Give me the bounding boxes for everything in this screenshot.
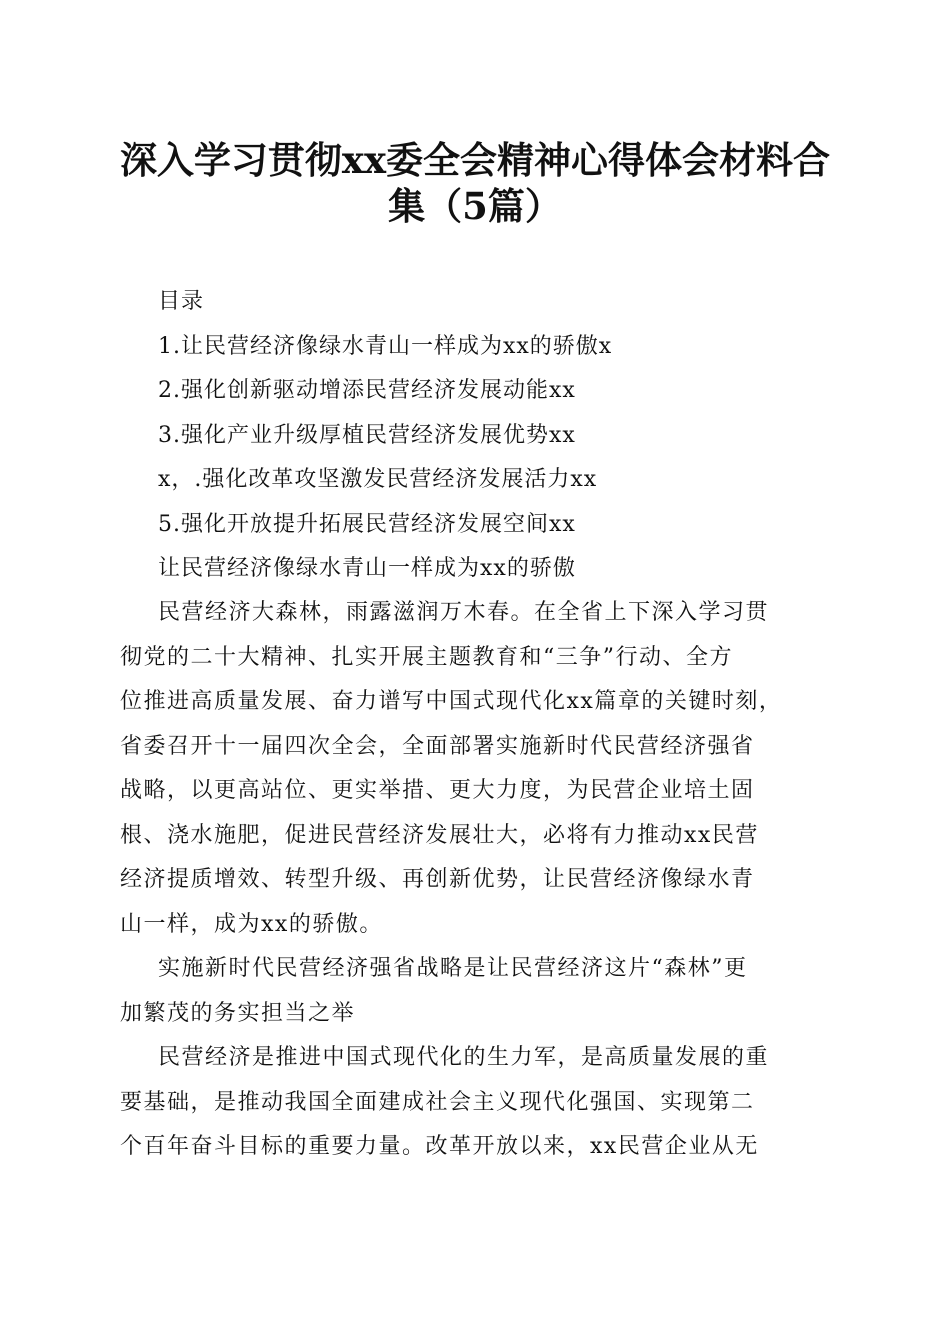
body-paragraph-1 xyxy=(120,591,830,947)
toc-item: 5.强化开放提升拓展民营经济发展空间xx xyxy=(158,511,576,537)
section-heading: 让民营经济像绿水青山一样成为xx的骄傲 xyxy=(158,556,576,581)
paragraph-line: 根、浇水施肥，促进民营经济发展壮大，必将有力推动xx民营 xyxy=(120,822,759,848)
paragraph-line: 位推进高质量发展、奋力谱写中国式现代化xx篇章的关键时刻， xyxy=(120,689,783,714)
document-title-line-1: 深入学习贯彻xx委全会精神心得体会材料合 xyxy=(119,138,831,182)
body-paragraph-3 xyxy=(120,1036,830,1170)
paragraph-line: 实施新时代民营经济强省战略是让民营经济这片“森林”更 xyxy=(158,956,748,981)
paragraph-line: 彻党的二十大精神、扎实开展主题教育和“三争”行动、全方 xyxy=(120,644,733,670)
paragraph-line: 战略，以更高站位、更实举措、更大力度，为民营企业培土固 xyxy=(120,778,755,803)
paragraph-line: 民营经济是推进中国式现代化的生力军，是高质量发展的重 xyxy=(158,1045,770,1070)
paragraph-line: 加繁茂的务实担当之举 xyxy=(120,1000,356,1026)
paragraph-line: 要基础，是推动我国全面建成社会主义现代化强国、实现第二 xyxy=(120,1089,755,1115)
paragraph-line: 民营经济大森林，雨露滋润万木春。在全省上下深入学习贯 xyxy=(158,600,770,625)
document-title-line-2: 集（5篇） xyxy=(388,184,562,228)
paragraph-line: 个百年奋斗目标的重要力量。改革开放以来，xx民营企业从无 xyxy=(120,1134,759,1159)
toc-item: 1.让民营经济像绿水青山一样成为xx的骄傲x xyxy=(158,333,613,359)
paragraph-line: 省委召开十一届四次全会，全面部署实施新时代民营经济强省 xyxy=(120,733,755,759)
table-of-contents xyxy=(158,280,838,592)
toc-item: x，.强化改革攻坚激发民营经济发展活力xx xyxy=(158,467,598,492)
body-paragraph-2 xyxy=(120,947,830,1036)
toc-item: 2.强化创新驱动增添民营经济发展动能xx xyxy=(158,378,576,403)
paragraph-line: 山一样，成为xx的骄傲。 xyxy=(120,911,383,937)
toc-item: 3.强化产业升级厚植民营经济发展优势xx xyxy=(158,422,576,448)
paragraph-line: 经济提质增效、转型升级、再创新优势，让民营经济像绿水青 xyxy=(120,867,755,892)
toc-heading: 目录 xyxy=(158,289,205,314)
